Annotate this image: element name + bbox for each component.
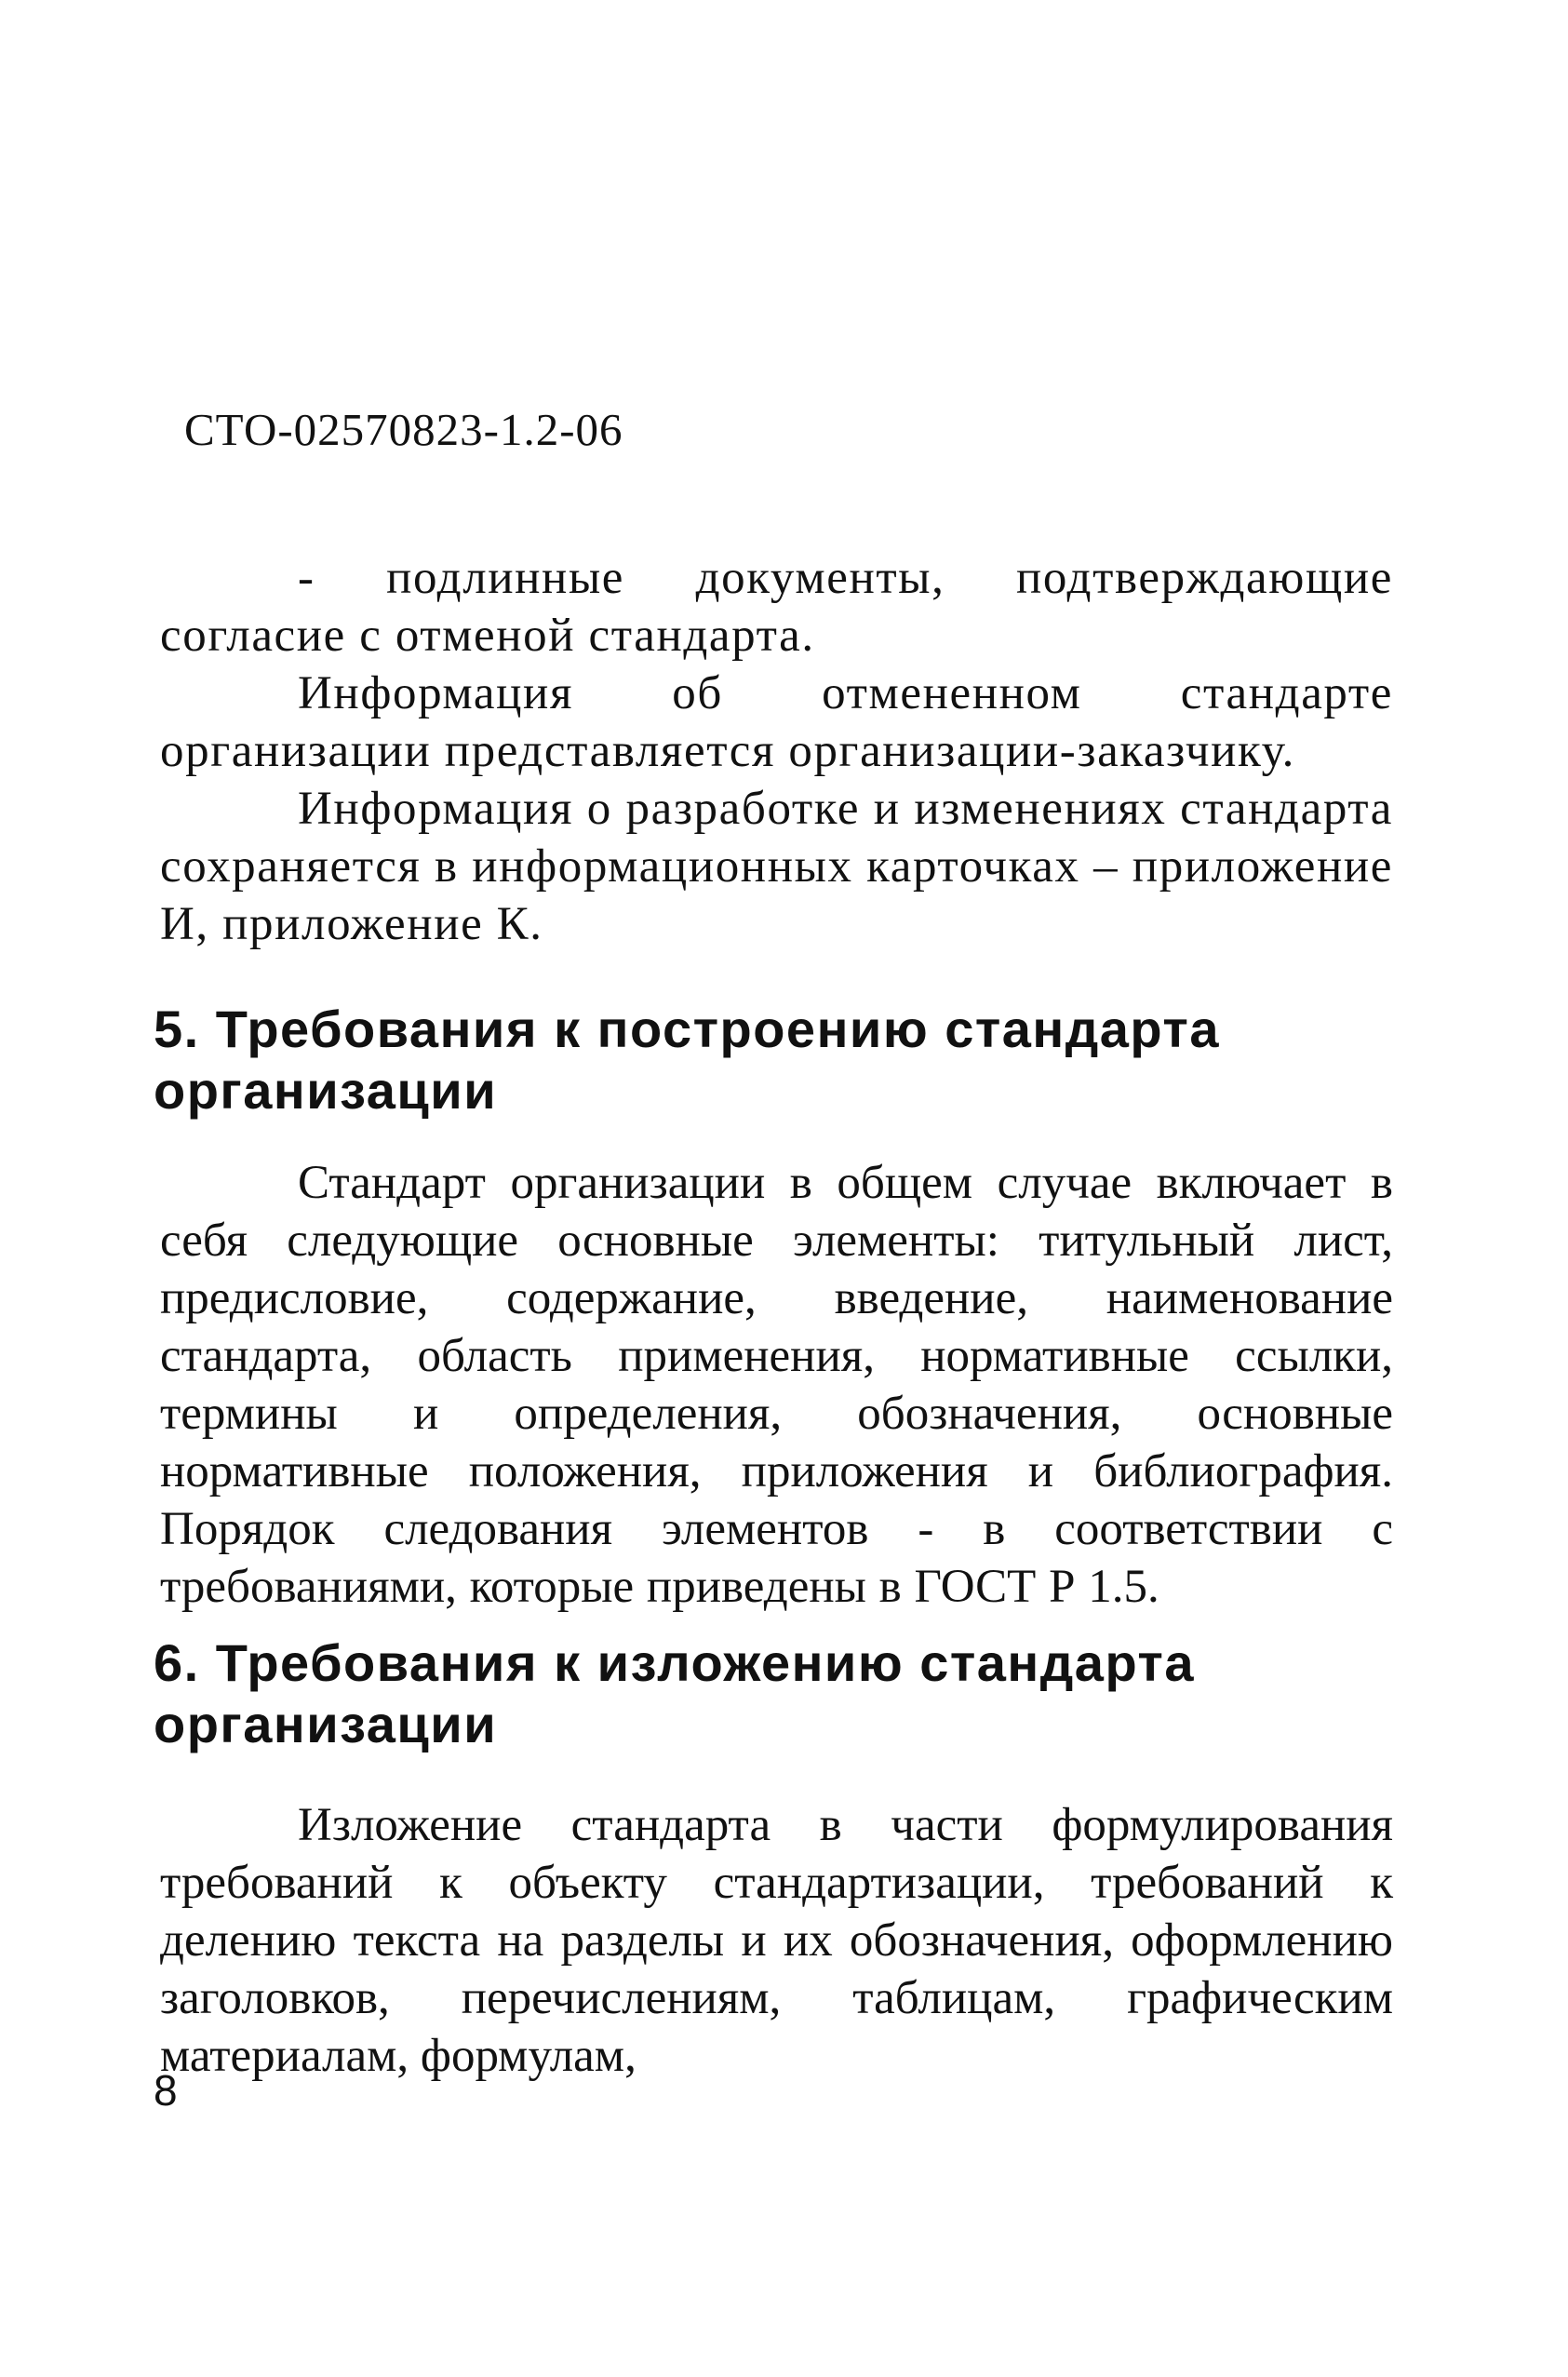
section-5-paragraph: Стандарт организации в общем случае включает в себя следующие основные элементы: титульный лист, предисловие, содержание, введение, наименование стандарта, область применения, нормативные ссылки, термины и определения, обозначения, основные нормативные положения, приложения и библиография. Порядок следования элементов - в соответствии с требованиями, которые приведены в ГОСТ Р 1.5. [160, 1157, 1393, 1613]
section-6-paragraph: Изложение стандарта в части формулирования требований к объекту стандартизации, требований к делению текста на разделы и их обозначения, оформлению заголовков, перечислениям, таблицам, графическим материалам, формулам, [160, 1799, 1393, 2082]
section-6-heading: 6. Требования к изложению стандарта организации [154, 1633, 1195, 1753]
intro-paragraph: - подлинные документы, подтверждающие согласие с отменой стандарта. [160, 552, 1393, 662]
intro-paragraph: Информация о разработке и изменениях стандарта сохраняется в информационных карточках – приложение И, приложение К. [160, 783, 1393, 950]
intro-paragraph: Информация об отмененном стандарте организации представляется организации-заказчику. [160, 667, 1393, 777]
section-6-body [160, 1796, 1393, 2085]
document-code: СТО-02570823-1.2-06 [184, 404, 623, 455]
intro-text-block [160, 549, 1393, 953]
section-5-heading: 5. Требования к построению стандарта организации [154, 1000, 1220, 1120]
page-number: 8 [154, 2066, 178, 2115]
section-5-body [160, 1154, 1393, 1616]
